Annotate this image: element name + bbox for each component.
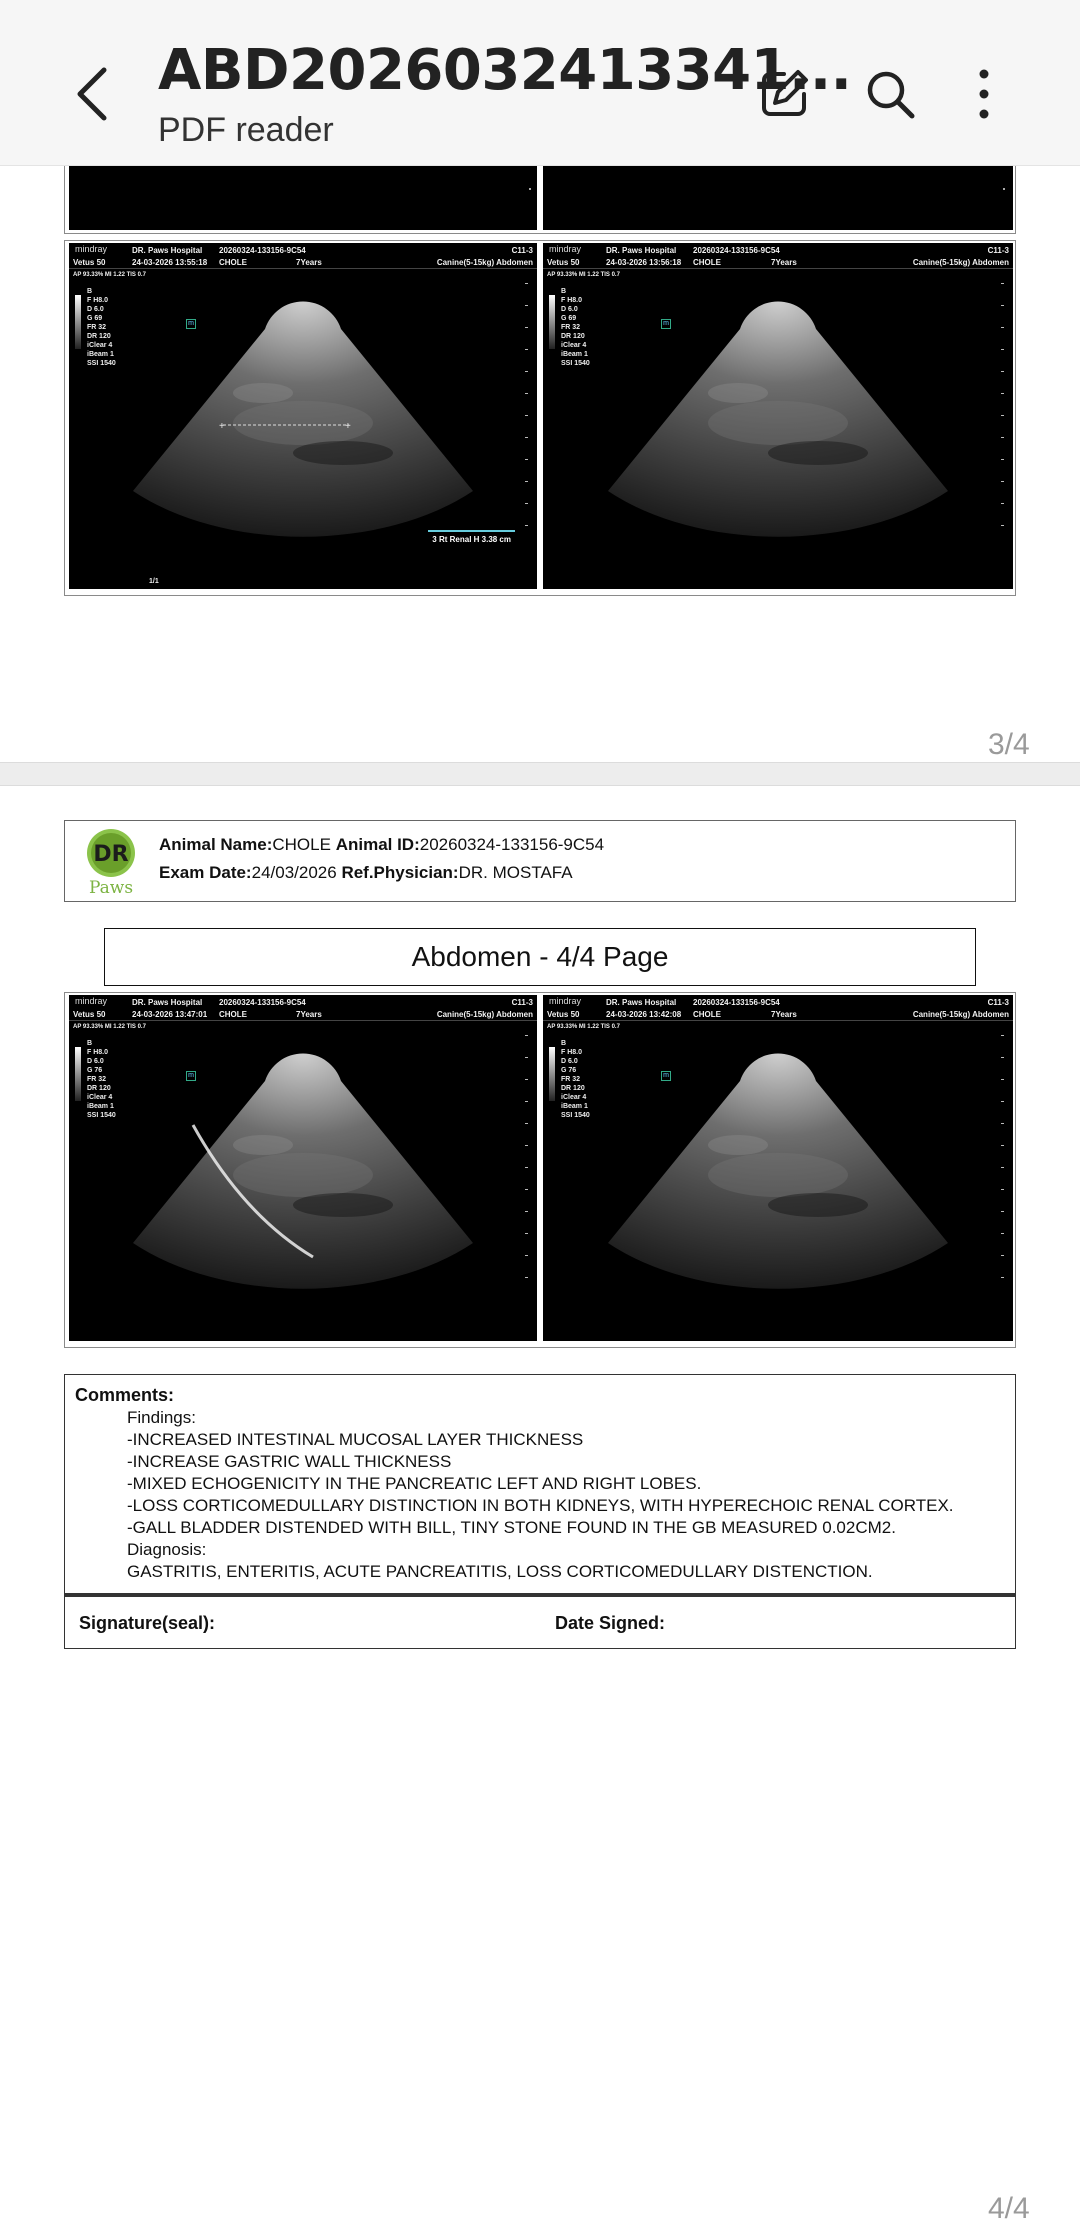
- mindray-logo: mindray: [75, 244, 108, 254]
- hospital-name: DR. Paws Hospital: [132, 998, 203, 1007]
- more-vertical-icon: [974, 66, 994, 122]
- parameter-value: F H8.0: [561, 1049, 583, 1056]
- section-title: Abdomen - 4/4 Page: [104, 928, 976, 986]
- more-options-button[interactable]: [948, 58, 1020, 130]
- exam-preset: Canine(5-15kg) Abdomen: [912, 1010, 1009, 1019]
- comment-line: -MIXED ECHOGENICITY IN THE PANCREATIC LEFT AND RIGHT LOBES.: [127, 1474, 702, 1493]
- parameter-value: iBeam 1: [561, 351, 588, 358]
- mindray-logo: mindray: [75, 996, 108, 1006]
- patient-age: 7Years: [296, 258, 322, 267]
- patient-id: 20260324-133156-9C54: [219, 246, 306, 255]
- ultrasound-scan: [69, 995, 537, 1341]
- ultrasound-scan: [543, 995, 1013, 1341]
- output-indices: AP 93.33% MI 1.22 TIS 0.7: [73, 1024, 146, 1030]
- frame-counter: 1/1: [149, 578, 159, 585]
- patient-id: 20260324-133156-9C54: [693, 998, 780, 1007]
- image-row-page4: [64, 992, 1016, 1348]
- app-subtitle: PDF reader: [158, 111, 334, 149]
- parameter-value: D 6.0: [561, 1058, 578, 1065]
- comments-title: Comments:: [75, 1385, 175, 1405]
- parameter-list: [561, 287, 590, 368]
- patient-age: 7Years: [296, 1010, 322, 1019]
- clinic-logo: [85, 827, 139, 897]
- parameter-value: D 6.0: [87, 306, 104, 313]
- parameter-value: DR 120: [87, 333, 111, 340]
- exam-preset: Canine(5-15kg) Abdomen: [436, 258, 533, 267]
- parameter-value: FR 32: [87, 1076, 107, 1083]
- scan-datetime: 24-03-2026 13:42:08: [606, 1010, 682, 1019]
- scan-parameters: [73, 279, 116, 368]
- ref-physician: DR. MOSTAFA: [458, 863, 573, 882]
- parameter-value: D 6.0: [87, 1058, 104, 1065]
- date-signed-label: Date Signed:: [555, 1613, 666, 1633]
- gray-scale-bar: [549, 295, 555, 349]
- ultrasound-image[interactable]: [69, 243, 537, 589]
- svg-text:+: +: [219, 421, 225, 432]
- chevron-left-icon: [74, 66, 110, 122]
- focus-marker: m: [661, 319, 671, 329]
- focus-marker: m: [186, 1071, 196, 1081]
- comment-line: GASTRITIS, ENTERITIS, ACUTE PANCREATITIS, LOSS CORTICOMEDULLARY DISTENCTION.: [127, 1562, 873, 1581]
- patient-info-box: [64, 820, 1016, 902]
- measurement-result: 3 Rt Renal H 3.38 cm: [428, 530, 515, 547]
- parameter-value: DR 120: [87, 1085, 111, 1092]
- scan-parameters: [73, 1031, 116, 1120]
- ultrasound-scan: [543, 243, 1013, 589]
- exam-date: 24/03/2026: [251, 863, 337, 882]
- page-divider: [0, 762, 1080, 786]
- scan-datetime: 24-03-2026 13:55:18: [132, 258, 208, 267]
- patient-age: 7Years: [771, 1010, 797, 1019]
- scanner-model: Vetus 50: [547, 1010, 580, 1019]
- output-indices: AP 93.33% MI 1.22 TIS 0.7: [547, 1024, 620, 1030]
- svg-text:+: +: [345, 421, 351, 432]
- output-indices: AP 93.33% MI 1.22 TIS 0.7: [73, 272, 146, 278]
- scan-datetime: 24-03-2026 13:47:01: [132, 1010, 208, 1019]
- comment-line: -INCREASED INTESTINAL MUCOSAL LAYER THICKNESS: [127, 1430, 584, 1449]
- animal-name: CHOLE: [272, 835, 331, 854]
- patient-name: CHOLE: [693, 1010, 721, 1019]
- ultrasound-image[interactable]: [543, 243, 1013, 589]
- parameter-value: iClear 4: [561, 342, 587, 349]
- probe-name: C11-3: [511, 998, 533, 1007]
- mindray-logo: mindray: [549, 996, 582, 1006]
- edit-pencil-icon: [756, 66, 812, 122]
- hospital-name: DR. Paws Hospital: [132, 246, 203, 255]
- parameter-value: B: [87, 1040, 93, 1047]
- parameter-value: D 6.0: [561, 306, 578, 313]
- parameter-value: iBeam 1: [87, 351, 114, 358]
- scanner-model: Vetus 50: [547, 258, 580, 267]
- page-number: 4/4: [988, 2192, 1030, 2225]
- scanner-model: Vetus 50: [73, 1010, 106, 1019]
- patient-name: CHOLE: [693, 258, 721, 267]
- probe-name: C11-3: [511, 246, 533, 255]
- comment-line: -INCREASE GASTRIC WALL THICKNESS: [127, 1452, 452, 1471]
- output-indices: AP 93.33% MI 1.22 TIS 0.7: [547, 272, 620, 278]
- parameter-value: G 69: [561, 315, 577, 322]
- hospital-name: DR. Paws Hospital: [606, 998, 677, 1007]
- parameter-value: F H8.0: [87, 1049, 109, 1056]
- comment-line: -LOSS CORTICOMEDULLARY DISTINCTION IN BOTH KIDNEYS, WITH HYPERECHOIC RENAL CORTEX.: [127, 1496, 954, 1515]
- scan-parameters: [547, 1031, 590, 1120]
- patient-line-2: Exam Date:24/03/2026 Ref.Physician:DR. MOSTAFA: [159, 863, 573, 882]
- patient-id: 20260324-133156-9C54: [219, 998, 306, 1007]
- signature-label: Signature(seal):: [79, 1613, 216, 1633]
- parameter-value: B: [561, 1040, 567, 1047]
- parameter-list: [561, 1039, 590, 1120]
- parameter-value: iClear 4: [561, 1094, 587, 1101]
- patient-name: CHOLE: [219, 1010, 247, 1019]
- comments-box: [64, 1374, 1016, 1594]
- gray-scale-bar: [549, 1047, 555, 1101]
- parameter-value: SSI 1540: [561, 1112, 590, 1119]
- parameter-value: iBeam 1: [87, 1103, 114, 1110]
- parameter-list: [87, 1039, 116, 1120]
- parameter-value: F H8.0: [561, 297, 583, 304]
- comment-line: Findings:: [127, 1408, 196, 1427]
- probe-name: C11-3: [987, 246, 1009, 255]
- parameter-value: G 69: [87, 315, 103, 322]
- scan-datetime: 24-03-2026 13:56:18: [606, 258, 682, 267]
- app-bar: [0, 0, 1080, 166]
- parameter-value: DR 120: [561, 1085, 585, 1092]
- probe-name: C11-3: [987, 998, 1009, 1007]
- document-title: ABD2026032413341...: [158, 38, 852, 103]
- mindray-logo: mindray: [549, 244, 582, 254]
- parameter-value: F H8.0: [87, 297, 109, 304]
- parameter-value: DR 120: [561, 333, 585, 340]
- focus-marker: m: [186, 319, 196, 329]
- image-row-page3: [64, 240, 1016, 596]
- scan-parameters: [547, 279, 590, 368]
- parameter-value: SSI 1540: [87, 360, 116, 367]
- parameter-value: iClear 4: [87, 1094, 113, 1101]
- comments-text: [127, 1407, 954, 1583]
- comment-line: Diagnosis:: [127, 1540, 207, 1559]
- parameter-value: SSI 1540: [87, 1112, 116, 1119]
- patient-id: 20260324-133156-9C54: [693, 246, 780, 255]
- gray-scale-bar: [75, 295, 81, 349]
- patient-age: 7Years: [771, 258, 797, 267]
- search-button[interactable]: [854, 58, 926, 130]
- signature-box: [64, 1594, 1016, 1649]
- patient-line-1: Animal Name:CHOLE Animal ID:20260324-133156-9C54: [159, 835, 605, 854]
- ultrasound-image[interactable]: [543, 995, 1013, 1341]
- comment-line: -GALL BLADDER DISTENDED WITH BILL, TINY STONE FOUND IN THE GB MEASURED 0.02CM2.: [127, 1518, 896, 1537]
- gray-scale-bar: [75, 1047, 81, 1101]
- parameter-value: FR 32: [87, 324, 107, 331]
- search-icon: [862, 66, 918, 122]
- svg-text:DR: DR: [93, 842, 129, 867]
- patient-name: CHOLE: [219, 258, 247, 267]
- page-number: 3/4: [988, 728, 1030, 761]
- back-button[interactable]: [62, 56, 122, 132]
- animal-id: 20260324-133156-9C54: [419, 835, 605, 854]
- ultrasound-image[interactable]: [69, 995, 537, 1341]
- parameter-value: B: [87, 288, 93, 295]
- exam-preset: Canine(5-15kg) Abdomen: [436, 1010, 533, 1019]
- scanner-model: Vetus 50: [73, 258, 106, 267]
- parameter-value: FR 32: [561, 324, 581, 331]
- parameter-value: B: [561, 288, 567, 295]
- edit-button[interactable]: [748, 58, 820, 130]
- exam-preset: Canine(5-15kg) Abdomen: [912, 258, 1009, 267]
- hospital-name: DR. Paws Hospital: [606, 246, 677, 255]
- parameter-value: G 76: [87, 1067, 103, 1074]
- parameter-value: iBeam 1: [561, 1103, 588, 1110]
- parameter-value: iClear 4: [87, 342, 113, 349]
- parameter-value: SSI 1540: [561, 360, 590, 367]
- svg-text:Paws: Paws: [88, 878, 134, 898]
- parameter-value: FR 32: [561, 1076, 581, 1083]
- parameter-value: G 76: [561, 1067, 577, 1074]
- parameter-list: [87, 287, 116, 368]
- focus-marker: m: [661, 1071, 671, 1081]
